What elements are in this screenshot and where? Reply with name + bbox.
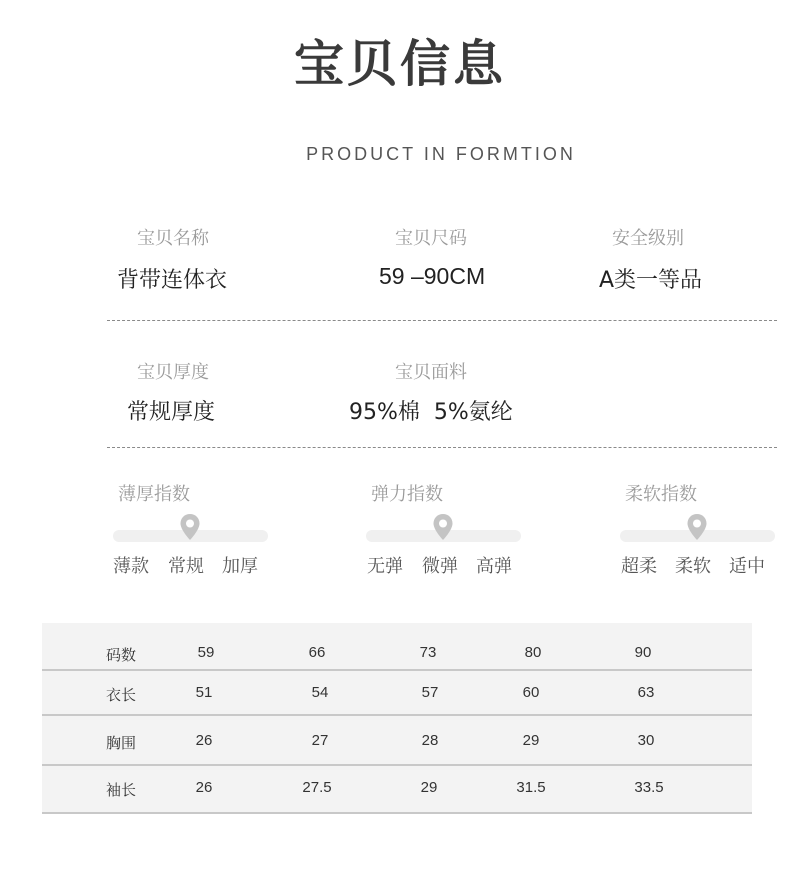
product-name-value: 背带连体衣 (117, 268, 228, 293)
row-header-length: 衣长 (106, 686, 137, 704)
thickness-option-regular: 常规 (168, 556, 204, 577)
location-pin-icon (686, 513, 708, 541)
softness-index-label: 柔软指数 (625, 484, 697, 505)
row-header-chest: 胸围 (106, 734, 137, 752)
size-table (42, 623, 752, 814)
thickness-label: 宝贝厚度 (137, 362, 209, 383)
thickness-index-label: 薄厚指数 (118, 484, 190, 505)
table-cell: 27.5 (302, 779, 332, 796)
row-header-size: 码数 (106, 646, 137, 664)
table-cell: 29 (420, 779, 438, 796)
table-row-divider (42, 764, 752, 766)
safety-level-label: 安全级别 (612, 228, 684, 249)
table-cell: 80 (524, 644, 542, 661)
table-row-divider (42, 714, 752, 716)
row-header-sleeve: 袖长 (106, 781, 137, 799)
elasticity-option-none: 无弹 (367, 556, 403, 577)
fabric-value: 95%棉 5%氨纶 (349, 400, 513, 425)
table-cell: 30 (637, 732, 655, 749)
table-cell: 33.5 (634, 779, 664, 796)
table-cell: 28 (421, 732, 439, 749)
table-cell: 57 (421, 684, 439, 701)
softness-option-super-soft: 超柔 (621, 556, 657, 577)
table-cell: 26 (195, 732, 213, 749)
safety-level-value: A类一等品 (599, 268, 703, 293)
thickness-value: 常规厚度 (127, 400, 216, 425)
thickness-option-thin: 薄款 (113, 556, 149, 577)
table-cell: 63 (637, 684, 655, 701)
table-cell: 31.5 (516, 779, 546, 796)
table-cell: 73 (419, 644, 437, 661)
divider (107, 447, 777, 448)
page-subtitle: PRODUCT IN FORMTION (306, 144, 576, 164)
product-size-value: 59 –90CM (379, 263, 486, 289)
table-cell: 59 (197, 644, 215, 661)
table-cell: 54 (311, 684, 329, 701)
product-size-label: 宝贝尺码 (395, 228, 467, 249)
table-cell: 51 (195, 684, 213, 701)
table-cell: 27 (311, 732, 329, 749)
elasticity-index-label: 弹力指数 (371, 484, 443, 505)
elasticity-option-high: 高弹 (476, 556, 512, 577)
divider (107, 320, 777, 321)
table-cell: 66 (308, 644, 326, 661)
fabric-label: 宝贝面料 (395, 362, 467, 383)
product-name-label: 宝贝名称 (137, 228, 209, 249)
location-pin-icon (432, 513, 454, 541)
table-row-divider (42, 669, 752, 671)
table-row-divider (42, 812, 752, 814)
table-cell: 26 (195, 779, 213, 796)
location-pin-icon (179, 513, 201, 541)
elasticity-option-slight: 微弹 (422, 556, 458, 577)
table-cell: 29 (522, 732, 540, 749)
thickness-option-thick: 加厚 (222, 556, 258, 577)
table-cell: 60 (522, 684, 540, 701)
softness-option-soft: 柔软 (675, 556, 711, 577)
table-cell: 90 (634, 644, 652, 661)
softness-option-moderate: 适中 (729, 556, 765, 577)
page-title: 宝贝信息 (294, 35, 506, 93)
